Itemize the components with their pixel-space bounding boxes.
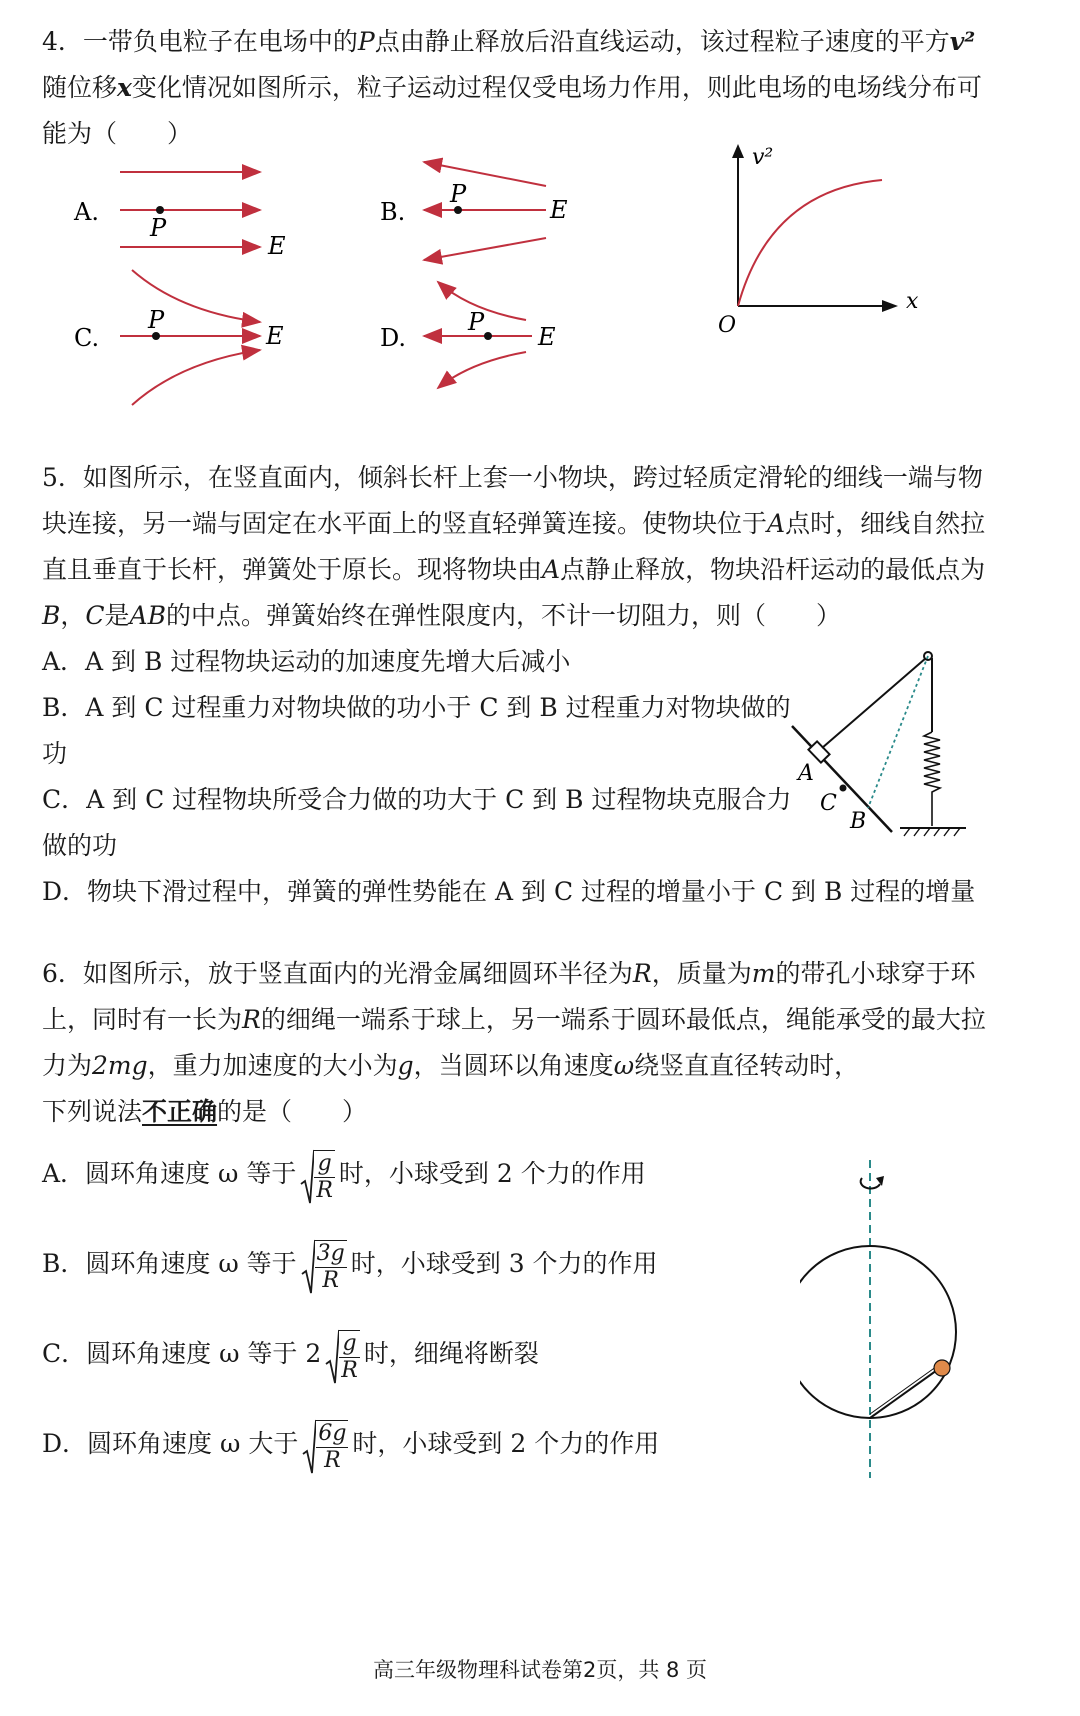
frac-den: R	[341, 1357, 358, 1383]
label-p: P	[450, 180, 467, 208]
q5-text: 的中点。弹簧始终在弹性限度内，不计一切阻力，则（ ）	[165, 601, 841, 630]
q5-text: ，	[60, 601, 86, 630]
label-c: C	[820, 791, 837, 816]
label-e: E	[268, 232, 286, 260]
q4-point-p: P	[357, 27, 375, 56]
option-d-label: D.	[380, 324, 407, 352]
field-line	[424, 162, 546, 186]
label-p: P	[468, 308, 485, 336]
q6-omega: ω	[613, 1051, 635, 1080]
q6-g: g	[397, 1051, 414, 1080]
q6-option-text: B．圆环角速度 ω 等于	[42, 1249, 297, 1278]
q6-option-text: 时，小球受到 2 个力的作用	[338, 1159, 646, 1188]
q6-option-text: A．圆环角速度 ω 等于	[42, 1159, 297, 1188]
sqrt-sign	[301, 1238, 315, 1296]
q4-v2: v²	[949, 27, 976, 56]
sqrt-expression	[302, 1415, 348, 1476]
q6-option-d	[42, 1414, 659, 1476]
sqrt-sign	[300, 1148, 314, 1206]
frac-num: 3g	[316, 1240, 345, 1266]
q5-pulley-figure	[770, 640, 1010, 860]
q4-text: 随位移	[42, 73, 118, 102]
label-e: E	[550, 196, 568, 224]
label-e: E	[266, 322, 284, 350]
q5-text: 点时，细线自然拉	[785, 509, 986, 538]
q5-line2	[42, 508, 985, 540]
q5-point-a: A	[542, 555, 561, 584]
field-line	[132, 350, 260, 405]
dashed-line	[868, 656, 928, 808]
q5-option-b: B．A 到 C 过程重力对物块做的功小于 C 到 B 过程重力对物块做的	[42, 693, 791, 722]
sqrt-expression	[301, 1235, 347, 1296]
q6-option-text: 时，小球受到 3 个力的作用	[350, 1249, 658, 1278]
sqrt-expression	[325, 1325, 360, 1386]
q5-option-c: C．A 到 C 过程物块所受合力做的功大于 C 到 B 过程物块克服合力	[42, 785, 792, 814]
q5-text: 是	[104, 601, 130, 630]
ground-hatch	[904, 828, 960, 836]
frac-num: g	[314, 1151, 335, 1178]
q6-text: ，重力加速度的大小为	[147, 1051, 398, 1080]
frac-den: R	[324, 1447, 341, 1473]
q4-text: 4．一带负电粒子在电场中的	[42, 27, 358, 56]
frac-num: 6g	[318, 1420, 347, 1446]
frac-num: g	[339, 1331, 360, 1358]
option-c-label: C.	[74, 324, 100, 352]
q4-v2-x-graph	[710, 140, 970, 360]
metal-ring	[800, 1246, 956, 1418]
sqrt-sign	[325, 1328, 339, 1386]
q4-line2	[42, 72, 982, 104]
q6-ring-figure	[800, 1160, 1000, 1480]
small-ball	[934, 1360, 950, 1376]
x-axis-label: x	[906, 289, 919, 314]
origin-label: O	[718, 313, 737, 338]
q5-option-d: D．物块下滑过程中，弹簧的弹性势能在 A 到 C 过程的增量小于 C 到 B 过程的增量	[42, 877, 976, 906]
label-p: P	[148, 306, 165, 334]
q6-option-a	[42, 1144, 646, 1206]
q6-option-text: C．圆环角速度 ω 等于 2	[42, 1339, 322, 1368]
q4-x: x	[117, 73, 132, 102]
option-a-label: A.	[74, 198, 99, 226]
y-axis-label: v²	[752, 145, 774, 170]
q4-text: 变化情况如图所示，粒子运动过程仅受电场力作用，则此电场的电场线分布可	[131, 73, 982, 102]
q5-point-a: A	[767, 509, 786, 538]
field-line	[438, 352, 526, 388]
q6-text: 的带孔小球穿于环	[775, 959, 976, 988]
q6-option-b	[42, 1234, 658, 1296]
q6-text: 绕竖直直径转动时，	[634, 1051, 860, 1080]
q4-text: 点由静止释放后沿直线运动，该过程粒子速度的平方	[374, 27, 950, 56]
label-a: A	[798, 761, 814, 786]
q6-text: ，当圆环以角速度	[413, 1051, 614, 1080]
q5-option-b-cont: 功	[42, 739, 68, 768]
q6-text: ，质量为	[651, 959, 752, 988]
q5-segment-ab: AB	[129, 601, 166, 630]
q6-radius: R	[242, 1005, 261, 1034]
q6-max-tension: 2mg	[92, 1051, 148, 1080]
q6-option-c	[42, 1324, 539, 1386]
q4-option-figures	[60, 150, 740, 430]
option-b-label: B.	[380, 198, 406, 226]
q5-line4	[42, 600, 841, 632]
q4-line1	[42, 26, 975, 58]
sqrt-sign	[302, 1418, 316, 1476]
q6-text: 6．如图所示，放于竖直面内的光滑金属细圆环半径为	[42, 959, 633, 988]
q5-point-b: B	[42, 601, 61, 630]
page-footer: 高三年级物理科试卷第2页，共 8 页	[372, 1658, 708, 1682]
q5-text: 块连接，另一端与固定在水平面上的竖直轻弹簧连接。使物块位于	[42, 509, 768, 538]
q5-option-a: A．A 到 B 过程物块运动的加速度先增大后减小	[42, 647, 571, 676]
q6-line3	[42, 1050, 859, 1082]
q5-point-c: C	[85, 601, 105, 630]
point-p	[484, 332, 492, 340]
frac-den: R	[316, 1177, 333, 1203]
point-p	[156, 206, 164, 214]
q5-text: 点静止释放，物块沿杆运动的最低点为	[560, 555, 986, 584]
thin-rope-edge	[870, 1364, 940, 1414]
y-axis-arrow	[732, 144, 744, 158]
label-e: E	[538, 323, 556, 351]
q5-line1: 5．如图所示，在竖直面内，倾斜长杆上套一小物块，跨过轻质定滑轮的细线一端与物	[42, 463, 983, 492]
q6-text: 力为	[42, 1051, 93, 1080]
q6-line4	[42, 1096, 367, 1128]
point-c	[840, 785, 847, 792]
q5-option-c-cont: 做的功	[42, 831, 118, 860]
q4-line3: 能为（ ）	[42, 119, 193, 148]
q6-text: 上，同时有一长为	[42, 1005, 243, 1034]
q6-line1	[42, 958, 976, 990]
q5-text: 直且垂直于长杆，弹簧处于原长。现将物块由	[42, 555, 543, 584]
v2-curve	[738, 180, 882, 306]
sqrt-expression	[300, 1145, 335, 1206]
field-line	[424, 238, 546, 260]
q6-option-text: 时，细绳将断裂	[363, 1339, 539, 1368]
q6-radius: R	[632, 959, 652, 988]
label-p: P	[150, 214, 167, 242]
q6-option-text: 时，小球受到 2 个力的作用	[352, 1429, 660, 1458]
x-axis-arrow	[882, 300, 898, 312]
q6-text: 的细绳一端系于球上，另一端系于圆环最低点，绳能承受的最大拉	[260, 1005, 986, 1034]
frac-den: R	[322, 1267, 339, 1293]
q6-mass: m	[751, 959, 776, 988]
q6-not-correct: 不正确	[142, 1097, 218, 1126]
q5-line3	[42, 554, 985, 586]
q6-option-text: D．圆环角速度 ω 大于	[42, 1429, 299, 1458]
q6-text: 的是（ ）	[217, 1097, 368, 1126]
label-b: B	[850, 809, 867, 834]
q6-text: 下列说法	[42, 1097, 143, 1126]
spring	[924, 732, 940, 826]
q6-line2	[42, 1004, 986, 1036]
